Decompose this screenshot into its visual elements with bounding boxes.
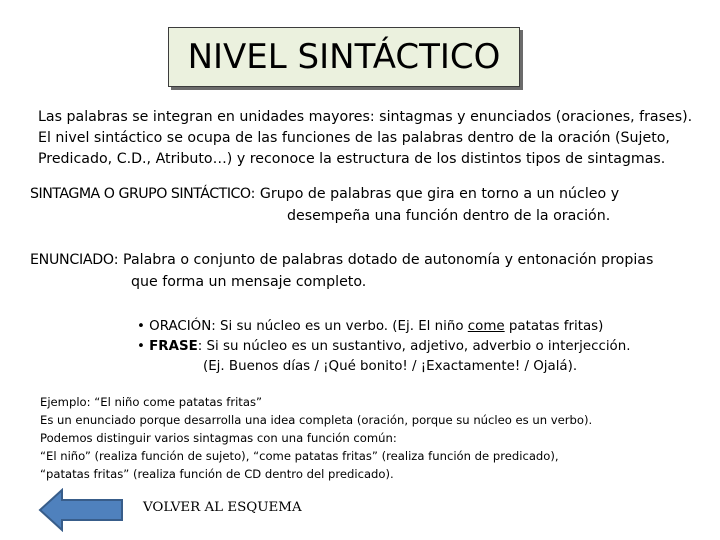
- sintagma-definition: [30, 184, 619, 205]
- enunciado-text: : Palabra o conjunto de palabras dotado de autonomía y entonación propias: [113, 252, 654, 268]
- sintagma-definition-cont: desempeña una función dentro de la oración.: [287, 208, 611, 224]
- frase-term: FRASE: [149, 339, 198, 354]
- example-block: [40, 393, 592, 483]
- intro-line: El nivel sintáctico se ocupa de las funciones de las palabras dentro de la oración (Sujeto,: [38, 130, 670, 146]
- oracion-term: ORACIÓN: [149, 319, 212, 334]
- title-box: [168, 27, 520, 87]
- example-line: Ejemplo: “El niño come patatas fritas”: [40, 395, 263, 409]
- example-line: “patatas fritas” (realiza función de CD dentro del predicado).: [40, 467, 394, 481]
- page-title: NIVEL SINTÁCTICO: [187, 37, 501, 77]
- enunciado-definition-cont: que forma un mensaje completo.: [131, 274, 367, 290]
- list-item-frase: [137, 337, 630, 357]
- intro-line: Las palabras se integran en unidades mayores: sintagmas y enunciados (oraciones, frases).: [38, 109, 693, 125]
- oracion-text: : Si su núcleo es un verbo. (Ej. El niño: [211, 319, 468, 334]
- sintagma-text: : Grupo de palabras que gira en torno a un núcleo y: [250, 186, 620, 202]
- back-to-outline-link[interactable]: VOLVER AL ESQUEMA: [143, 500, 302, 515]
- example-line: Es un enunciado porque desarrolla una idea completa (oración, porque su núcleo es un verbo).: [40, 413, 593, 427]
- example-line: “El niño” (realiza función de sujeto), “come patatas fritas” (realiza función de predicado),: [40, 449, 559, 463]
- intro-paragraph: [38, 107, 718, 170]
- frase-example: (Ej. Buenos días / ¡Qué bonito! / ¡Exactamente! / Ojalá).: [203, 359, 578, 374]
- frase-text: : Si su núcleo es un sustantivo, adjetivo, adverbio o interjección.: [197, 339, 631, 354]
- sintagma-term: SINTAGMA O GRUPO SINTÁCTICO: [30, 186, 251, 202]
- underlined-verb: come: [467, 319, 505, 334]
- oracion-text-end: patatas fritas): [504, 319, 604, 334]
- types-list: [137, 317, 630, 377]
- enunciado-definition: [30, 250, 653, 271]
- intro-line: Predicado, C.D., Atributo…) y reconoce la estructura de los distintos tipos de sintagmas.: [38, 151, 666, 167]
- left-arrow-icon[interactable]: [38, 488, 124, 532]
- example-line: Podemos distinguir varios sintagmas con una función común:: [40, 431, 397, 445]
- bullet-icon: •: [137, 319, 150, 334]
- bullet-icon: •: [137, 339, 150, 354]
- list-item-oracion: [137, 317, 630, 337]
- enunciado-term: ENUNCIADO: [30, 252, 114, 268]
